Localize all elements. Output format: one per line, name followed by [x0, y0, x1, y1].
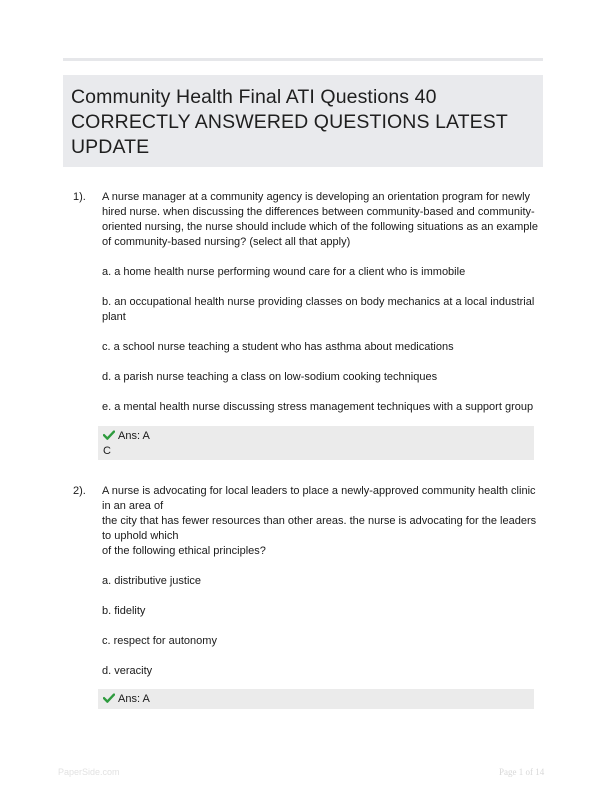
question-text-line: A nurse is advocating for local leaders to place a newly-approved community health clinic in an area of	[102, 485, 536, 512]
option-d: d. a parish nurse teaching a class on low-sodium cooking techniques	[102, 371, 438, 383]
option-c: c. respect for autonomy	[102, 635, 217, 647]
question-text: A nurse manager at a community agency is developing an orientation program for newly hired nurse. when discussing the differences between community-based and community-oriented nursing, the nurse should include which of the following situations as an example of community-based nursing? (select all that apply)	[102, 191, 538, 248]
checkmark-icon	[103, 693, 115, 703]
option-a: a. distributive justice	[102, 575, 202, 587]
question-number: 1).	[73, 191, 86, 203]
answer-text: Ans: A	[118, 430, 150, 442]
option-d: d. veracity	[102, 665, 153, 677]
document-title: Community Health Final ATI Questions 40 CORRECTLY ANSWERED QUESTIONS LATEST UPDATE	[71, 86, 508, 158]
answer-text-continued: C	[103, 445, 111, 457]
answer-text: Ans: A	[118, 693, 150, 705]
option-b: b. an occupational health nurse providing classes on body mechanics at a local industrial plant	[102, 296, 535, 323]
checkmark-icon	[103, 430, 115, 440]
page-indicator: Page 1 of 14	[499, 767, 545, 777]
answer-box	[98, 689, 534, 709]
option-b: b. fidelity	[102, 605, 146, 617]
option-e: e. a mental health nurse discussing stress management techniques with a support group	[102, 401, 534, 413]
answer-box	[98, 426, 534, 460]
top-divider	[63, 58, 543, 61]
option-a: a. a home health nurse performing wound care for a client who is immobile	[102, 266, 466, 278]
option-c: c. a school nurse teaching a student who has asthma about medications	[102, 341, 454, 353]
question-text-line: of the following ethical principles?	[102, 545, 266, 557]
question-text-line: the city that has fewer resources than other areas. the nurse is advocating for the leaders to uphold which	[102, 515, 537, 542]
question-number: 2).	[73, 485, 86, 497]
title-banner	[63, 75, 543, 167]
footer-watermark: PaperSide.com	[58, 767, 120, 777]
